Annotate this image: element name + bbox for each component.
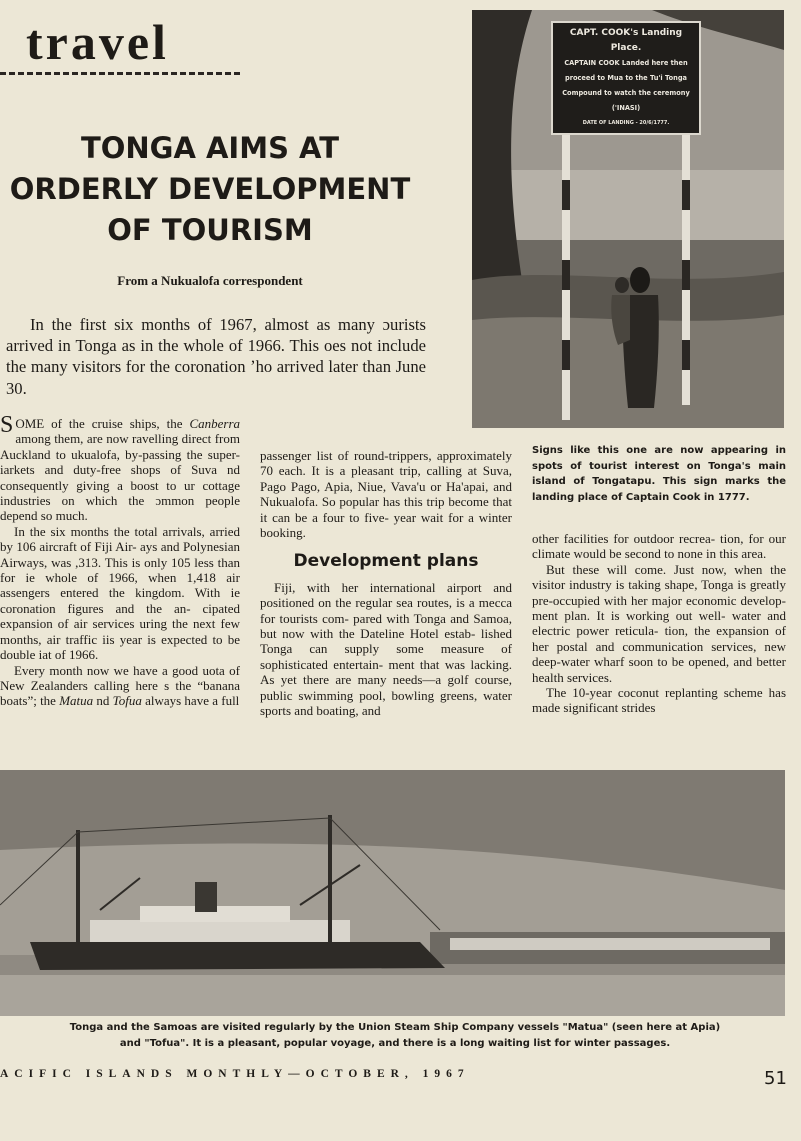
article-paragraph: Fiji, with her international airport and positioned on the regular sea routes, is a mecca for tourists com- pared with Tonga and Samoa, but now with the Dateline Hotel estab- lished Tonga can supply some measure of sophisticated entertain- ment that was lacking. As yet there are many needs—a golf course, public swimming pool, bowling greens, water sports and boating, and [260,579,512,719]
drop-cap: S [0,412,14,438]
photo-caption-top: Signs like this one are now appearing in spots of tourist interest on Tonga's main island of Tongatapu. This sign marks the landing place of Captain Cook in 1777. [532,445,786,503]
sign-line: Compound to watch the ceremony [562,89,690,97]
article-paragraph: other facilities for outdoor recrea- tion, for our climate would be second to none in this area. [532,531,786,562]
text-run: among them, are now ravelling direct from Auckland to ukualofa, by-passing the super- iarkets and duty-free shops of Suva nd consequently giving a boost to ur cottage industries on which the ɔmmon people depend so much. [0,431,240,524]
sign-title: CAPT. COOK's Landing Place. [569,28,683,53]
ship-name: Tofua [112,693,142,709]
text-run: Every month now we have a good uota of New Zealanders calling here s the “banana boats”; the [0,662,240,709]
article-column-3 [532,531,786,716]
article-paragraph: But these will come. Just now, when the visitor industry is taking shape, Tonga is greatly pre-occupied with her major economic develop- ment plan. It is working out well- water and electric power reticula- tion, the expansion of her postal and communication services, new deep-water wharf soon to be opened, and better health services. [532,561,786,685]
headline-line-1: TONGA AIMS AT [80,131,340,165]
text-run: OME of the cruise ships, the [15,416,190,431]
subheading: Development plans [293,551,479,572]
article-paragraph [0,663,240,709]
section-title: travel [26,14,169,70]
article-paragraph: passenger list of round-trippers, approximately 70 each. It is a pleasant trip, calling at Suva, Pago Pago, Apia, Niue, Vava'u or Ha'apai, and Nukualofa. So popular has this trip become that it can be a four to five- year wait for a winter booking. [260,448,512,541]
photo-illustration [0,770,785,1016]
article-paragraph: The 10-year coconut replanting scheme has made significant strides [532,685,786,716]
footer-masthead: ACIFIC ISLANDS MONTHLY—OCTOBER, 1967 [0,1068,470,1080]
sign-line: DATE OF LANDING - 20/6/1777. [582,120,670,126]
ship-name: Matua [59,693,94,709]
page-number: 51 [764,1068,787,1089]
caption-line: and "Tofua". It is a pleasant, popular voyage, and there is a long waiting list for winter passages. [119,1037,671,1049]
sign-text [554,26,698,131]
headline [0,128,420,251]
caption-line: Tonga and the Samoas are visited regularly by the Union Steam Ship Company vessels "Matua" (seen here at Apia) [69,1022,721,1033]
sign-line: ('INASI) [611,104,641,112]
headline-line-3: OF TOURISM [107,213,313,247]
article-paragraph [0,412,240,524]
sign-line: CAPTAIN COOK Landed here then [564,59,688,67]
byline: From a Nukualofa correspondent [117,273,303,288]
intro-paragraph: In the first six months of 1967, almost as many ɔurists arrived in Tonga as in the whole of 1966. This oes not include the many visitors for the coronation ʼho arrived later than June 30. [6,315,426,398]
article-paragraph: In the six months the total arrivals, arried by 106 aircraft of Fiji Air- ays and Polynesian Airways, was ,313. This is only 105 less than for ie whole of 1966, when 1,418 air assengers entered the kingdom. With ie coronation figures and the an- cipated expansion of air services uring the next few months, air traffic iis year is expected to be double iat of 1966. [0,523,240,663]
headline-line-2: ORDERLY DEVELOPMENT [9,172,411,206]
section-divider [0,72,240,75]
article-column-1 [0,412,240,709]
photo-cook-landing-sign [472,10,784,428]
photo-caption-bottom [0,1020,790,1051]
text-run: always have a full [141,693,240,709]
sign-line: proceed to Mua to the Tu'i Tonga [565,74,687,82]
text-run: nd [93,693,113,709]
photo-ship-matua [0,770,785,1016]
article-column-2 [260,448,512,719]
ship-name: Canberra [189,416,240,431]
